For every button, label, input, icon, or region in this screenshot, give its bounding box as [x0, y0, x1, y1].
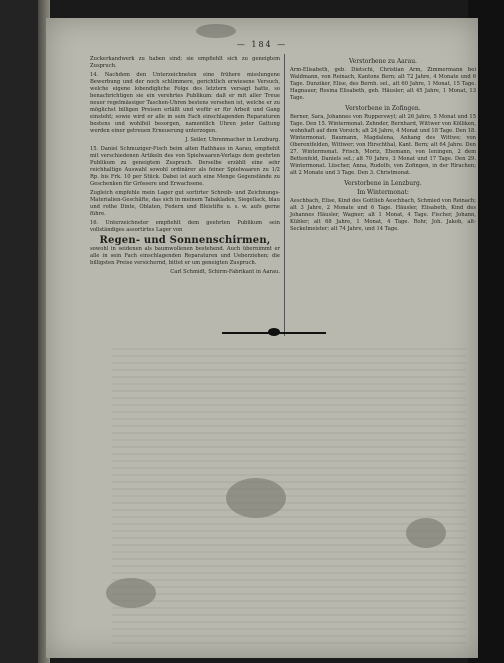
column-rule [284, 54, 285, 336]
divider-ornament [268, 328, 280, 336]
ad-16-text: sowohl in seidenen als baumwollenen bestehend. Auch übernimmt er alle in sein Fach einschlagenden Reparaturen und Ueberziehen; die billigsten Preise versichernd, bittet er um geneigten Zuspruch. [90, 245, 280, 267]
right-column [290, 56, 476, 235]
ad-16-body: 16. Unterzeichneter empfiehlt dem geehrten Publikum sein vollständiges assortirtes Lager von [90, 219, 280, 233]
left-column [90, 56, 280, 277]
ad-15-body: 15. Daniel Schmuziger-Fisch beim alten Rathhaus in Aarau, empfiehlt mit verschiedenen Artikeln des von Spielwaaren-Verlags dem geehrten Publikum zu geneigtem Zuspruch. Derselbe erzählt eine sehr reichhaltige Auswahl sowohl ordinärer als feiner Spielwaaren zu 1/2 Rp. bis Frk. 10 per Stück. Dabei ist auch eine Menge Gegenstände zu Geschenken für Grössere und Erwachsene. [90, 145, 280, 188]
ad-15-continued: Zugleich empfehle mein Lager gut sortirter Schreib- und Zeichnungs-Materialien-Geschäfte, das sich in meinem Tabakladen, Siegellack, blau und rothe Dinte, Oblaten, Federn und Bleistifte u. s. w. aufs gerne führe. [90, 189, 280, 217]
section-heading-zofingen: Verstorbene in Zofingen. [345, 104, 421, 112]
page-number: — 184 — [236, 40, 288, 49]
ad-14-body: 14. Nachdem den Unterzeichneten eine frühere misslungene Bewerbung und der noch schlimmere, gerichtlich erwiesene Versuch, welche eigene lobendigliche Folge des letztern versagt hatte, so benachrichtigen sie ein verehrtes Publikum: daß er mit aller Treue neuer regelmässiger Taschen-Uhren bestens versehen ist, welche er zu möglichst billigen Preisen erläßt und wofür er für Arbeit und Gang einsteht; sowie wird er alle in sein Fach einschlagenden Reparaturen bestens und wohlfeil besorgen, namentlich Uhren jeder Gattung werden einer getreuen Erneuerung unterzogen. [90, 71, 280, 135]
bleed-through-text [112, 348, 466, 648]
ad-16-signature: Carl Schmidt, Schirm-Fabrikant in Aarau. [170, 268, 280, 275]
obituaries-aarau: Arm-Elisabeth, geb. Dietschi, Christian Arm, Zimmermann bei Waldmann, von Reinach, Kantons Bern; alt 72 Jahre, 4 Monate und 6 Tage. Dunziker, Elise, des Bernh. sel., alt 60 Jahre, 1 Monat, 15 Tage. Hagnauer, Rosina Elisabeth, geb. Häusler; alt 45 Jahre, 1 Monat, 13 Tage. [290, 67, 476, 102]
ad-14-signature: J. Seiler, Uhrenmacher in Lenzburg. [185, 137, 280, 144]
ink-stain [196, 24, 236, 38]
scan-frame-left [0, 0, 40, 663]
ad-16-heading: Regen- und Sonnenschirmen, [99, 234, 271, 246]
obituaries-lenzburg: Aeschbach, Elise, Kind des Gottlieb Aeschbach, Schmied von Reinach; alt 3 Jahre, 2 Monate und 6 Tage. Häusler, Elisabeth, Kind des Johannes Häusler, Wagner; alt 1 Monat, 4 Tage. Fischer, Johann, Kübler; alt 68 Jahre, 1 Monat, 4 Tage. Rohr, Joh. Jakob, alt-Seckelmeister; alt 74 Jahre, und 14 Tage. [290, 197, 476, 233]
obituaries-zofingen: Berner, Sara, Johannes von Rupperswyl; alt 26 Jahre, 5 Monat und 15 Tage. Den 15. Wintermonat. Zehnder, Bernhard, Wittwer von Kölliken, wohnhaft auf dem Vorsich; alt 24 Jahre, 4 Monat und 18 Tage. Den 18. Wintermonat. Baumann, Magdalena, Anhang des Wittwe; von Oberentfelden, Wittwer; von Hirschthal, Kant. Bern; alt 64 Jahre. Den 27. Wintermonat. Frisch, Moriz, Ehemann, von Ieningen, 2 dem Bettenfeld, Daniels sel.; alt 70 Jahre, 3 Monat und 17 Tage. Den 29. Wintermonat. Lüscher, Anna, Rudolfs, von Zofingen, in der Rlrachen; alt 2 Monate und 3 Tage. Den 3. Christmonat. [290, 113, 476, 177]
ad-continuation: Zuckerkandwerk zu haben sind; sie empfiehlt sich zu geneigtem Zuspruch. [90, 56, 280, 70]
newspaper-page [46, 18, 478, 658]
section-heading-lenzburg: Verstorbene in Lenzburg. [344, 179, 422, 187]
section-heading-aarau: Verstorbene zu Aarau. [349, 58, 417, 65]
section-subheading: Im Wintermonat: [357, 188, 409, 196]
